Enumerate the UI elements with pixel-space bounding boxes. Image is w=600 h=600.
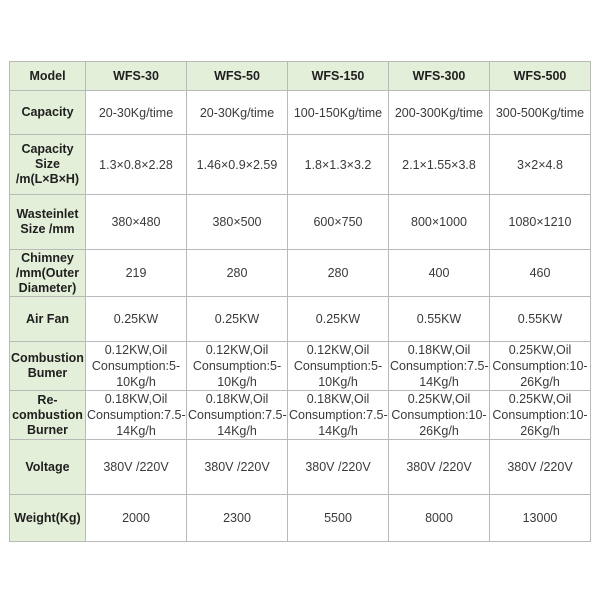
- table-cell: 380V /220V: [389, 440, 490, 495]
- row-label-wasteinlet-size: Wasteinlet Size /mm: [10, 195, 86, 250]
- table-cell: 400: [389, 250, 490, 297]
- table-cell: 1080×1210: [490, 195, 591, 250]
- spec-table: [9, 61, 591, 542]
- table-cell: 0.18KW,Oil Consumption:7.5-14Kg/h: [289, 392, 388, 438]
- table-cell: 1.8×1.3×3.2: [288, 135, 389, 195]
- table-cell: 0.12KW,Oil Consumption:5-10Kg/h: [288, 342, 389, 391]
- table-cell: 0.18KW,Oil Consumption:7.5-14Kg/h: [390, 343, 489, 389]
- table-cell: 300-500Kg/time: [490, 91, 591, 135]
- table-row-wasteinlet-size: [10, 195, 591, 250]
- table-cell: 13000: [490, 495, 591, 542]
- header-cell-wfs-300: WFS-300: [389, 62, 490, 91]
- table-cell: 0.18KW,Oil Consumption:7.5-14Kg/h: [188, 392, 287, 438]
- table-cell: 280: [288, 250, 389, 297]
- table-row-combustion-burner: [10, 342, 591, 391]
- table-cell: 3×2×4.8: [490, 135, 591, 195]
- table-cell: 5500: [288, 495, 389, 542]
- spec-table-container: [9, 61, 591, 539]
- table-cell: 380V /220V: [86, 440, 187, 495]
- row-label-chimney: Chimney /mm(Outer Diameter): [10, 250, 86, 297]
- header-row: [10, 62, 591, 91]
- table-cell: 0.12KW,Oil Consumption:5-10Kg/h: [86, 342, 187, 391]
- table-cell: 0.25KW,Oil Consumption:10-26Kg/h: [490, 391, 591, 440]
- table-cell: 380V /220V: [490, 440, 591, 495]
- table-cell: 20-30Kg/time: [86, 91, 187, 135]
- table-cell: 0.25KW: [86, 297, 187, 342]
- header-cell-wfs-50: WFS-50: [187, 62, 288, 91]
- table-row-capacity-size: [10, 135, 591, 195]
- table-cell: 0.25KW,Oil Consumption:10-26Kg/h: [389, 391, 490, 440]
- table-cell: 200-300Kg/time: [389, 91, 490, 135]
- table-cell: 0.55KW: [389, 297, 490, 342]
- table-cell: 0.25KW,Oil Consumption:10-26Kg/h: [490, 342, 591, 391]
- table-row-voltage: [10, 440, 591, 495]
- table-cell: 100-150Kg/time: [288, 91, 389, 135]
- table-cell: 8000: [389, 495, 490, 542]
- table-cell: 0.18KW,Oil Consumption:7.5-14Kg/h: [87, 392, 186, 438]
- table-row-capacity: [10, 91, 591, 135]
- table-cell: 600×750: [288, 195, 389, 250]
- table-cell: 380×480: [86, 195, 187, 250]
- table-cell: 20-30Kg/time: [187, 91, 288, 135]
- table-cell: 2300: [187, 495, 288, 542]
- header-cell-wfs-150: WFS-150: [288, 62, 389, 91]
- table-row-weight: [10, 495, 591, 542]
- table-cell: 219: [86, 250, 187, 297]
- table-cell: 1.46×0.9×2.59: [187, 135, 288, 195]
- header-cell-model: Model: [10, 62, 86, 91]
- row-label-combustion-burner: Combustion Bumer: [10, 342, 86, 391]
- table-cell: 1.3×0.8×2.28: [86, 135, 187, 195]
- row-label-air-fan: Air Fan: [10, 297, 86, 342]
- row-label-voltage: Voltage: [10, 440, 86, 495]
- table-cell: 800×1000: [389, 195, 490, 250]
- table-cell: 0.55KW: [490, 297, 591, 342]
- table-row-chimney: [10, 250, 591, 297]
- table-row-re-combustion-burner: [10, 391, 591, 440]
- row-label-capacity-size: Capacity Size /m(L×B×H): [10, 135, 86, 195]
- table-cell: 2.1×1.55×3.8: [389, 135, 490, 195]
- table-cell: 380V /220V: [288, 440, 389, 495]
- table-cell: 0.25KW: [288, 297, 389, 342]
- header-cell-wfs-30: WFS-30: [86, 62, 187, 91]
- row-label-weight: Weight(Kg): [10, 495, 86, 542]
- row-label-capacity: Capacity: [10, 91, 86, 135]
- table-cell: 2000: [86, 495, 187, 542]
- table-cell: 280: [187, 250, 288, 297]
- table-cell: 380×500: [187, 195, 288, 250]
- table-cell: 0.12KW,Oil Consumption:5-10Kg/h: [187, 342, 288, 391]
- table-cell: 0.25KW: [187, 297, 288, 342]
- header-cell-wfs-500: WFS-500: [490, 62, 591, 91]
- table-row-air-fan: [10, 297, 591, 342]
- table-cell: 380V /220V: [187, 440, 288, 495]
- row-label-re-combustion-burner: Re-combustion Burner: [10, 391, 86, 440]
- table-cell: 460: [490, 250, 591, 297]
